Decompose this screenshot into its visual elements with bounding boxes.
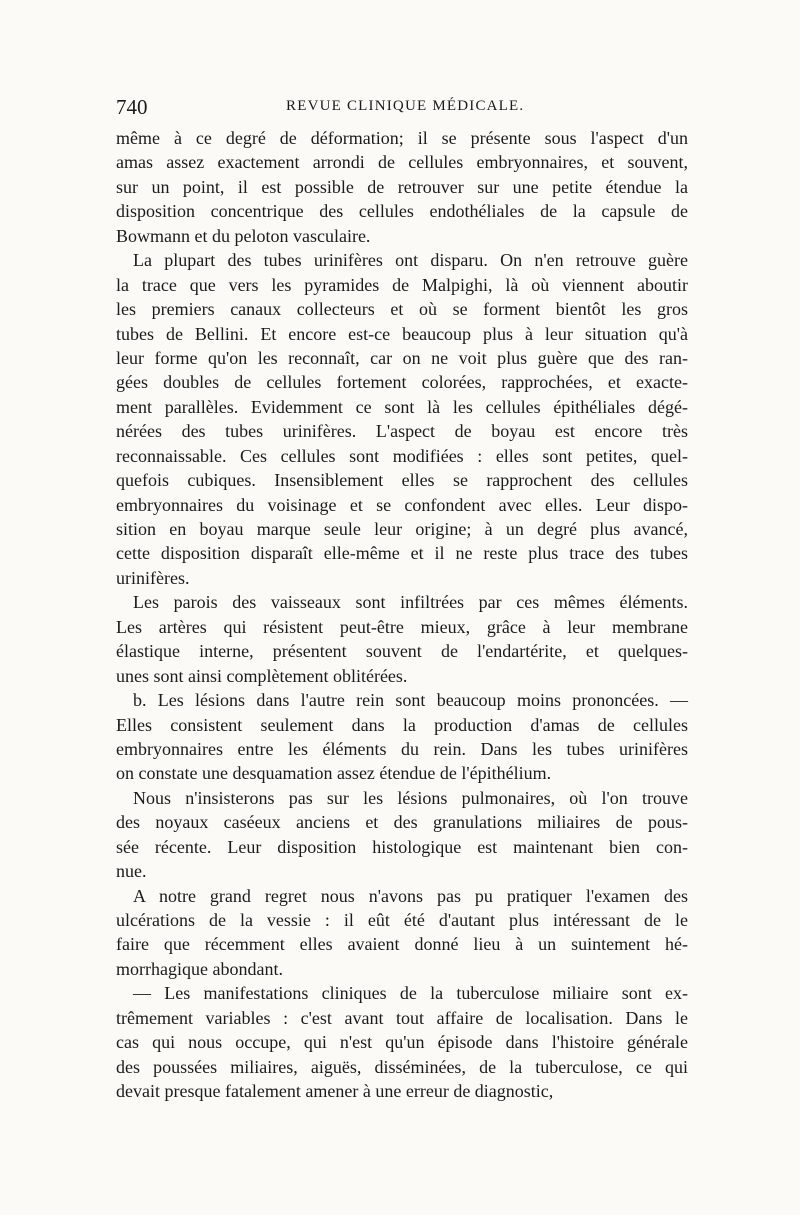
text-line: embryonnaires du voisinage et se confondent avec elles. Leur dispo- (116, 494, 688, 515)
text-line: devait presque fatalement amener à une erreur de diagnostic, (116, 1081, 554, 1102)
text-line: reconnaissable. Ces cellules sont modifiées : elles sont petites, quel- (116, 445, 688, 466)
paragraph (116, 688, 688, 786)
text-line: même à ce degré de déformation; il se présente sous l'aspect d'un (116, 128, 688, 148)
text-line: des poussées miliaires, aiguës, disséminées, de la tuberculose, ce qui (116, 1056, 688, 1077)
text-line: faire que récemment elles avaient donné lieu à un suintement hé- (116, 934, 688, 955)
paragraph (116, 884, 688, 982)
paragraph (116, 786, 688, 884)
text-line: tubes de Bellini. Et encore est-ce beaucoup plus à leur situation qu'à (116, 323, 688, 344)
text-line: on constate une desquamation assez étendue de l'épithélium. (116, 763, 552, 784)
text-line: la trace que vers les pyramides de Malpighi, là où viennent aboutir (116, 274, 688, 295)
text-line: élastique interne, présentent souvent de l'endartérite, et quelques- (116, 641, 688, 662)
text-line: Bowmann et du peloton vasculaire. (116, 225, 371, 246)
text-line: Les artères qui résistent peut-être mieux, grâce à leur membrane (116, 616, 688, 637)
paragraph (116, 126, 688, 248)
body-text (116, 126, 688, 1104)
text-line: leur forme qu'on les reconnaît, car on ne voit plus guère que des ran- (116, 347, 688, 368)
text-line: ment parallèles. Evidemment ce sont là les cellules épithéliales dégé- (116, 396, 688, 417)
paragraph (116, 981, 688, 1103)
text-line: trêmement variables : c'est avant tout affaire de localisation. Dans le (116, 1007, 688, 1028)
paragraph (116, 590, 688, 688)
text-line: amas assez exactement arrondi de cellules embryonnaires, et souvent, (116, 152, 688, 173)
running-title: REVUE CLINIQUE MÉDICALE. (286, 98, 525, 114)
text-line: quefois cubiques. Insensiblement elles se rapprochent des cellules (116, 470, 688, 491)
text-line: cette disposition disparaît elle-même et il ne reste plus trace des tubes (116, 543, 688, 564)
text-line: des noyaux caséeux anciens et des granulations miliaires de pous- (116, 812, 688, 833)
text-line: embryonnaires entre les éléments du rein. Dans les tubes urinifères (116, 738, 688, 759)
text-line: — Les manifestations cliniques de la tuberculose miliaire sont ex- (133, 983, 688, 1004)
paragraph (116, 248, 688, 590)
text-line: b. Les lésions dans l'autre rein sont beaucoup moins prononcées. — (133, 690, 688, 711)
text-line: nue. (116, 861, 147, 882)
text-line: nérées des tubes urinifères. L'aspect de boyau est encore très (116, 421, 688, 442)
text-line: sée récente. Leur disposition histologique est maintenant bien con- (116, 836, 688, 857)
text-line: unes sont ainsi complètement oblitérées. (116, 665, 408, 686)
page-header (116, 95, 688, 121)
text-line: Nous n'insisterons pas sur les lésions pulmonaires, où l'on trouve (133, 787, 688, 808)
text-line: urinifères. (116, 567, 190, 588)
text-line: gées doubles de cellules fortement colorées, rapprochées, et exacte- (116, 372, 688, 393)
page-number: 740 (116, 95, 148, 119)
text-line: Elles consistent seulement dans la production d'amas de cellules (116, 714, 688, 735)
text-line: A notre grand regret nous n'avons pas pu pratiquer l'examen des (133, 885, 688, 906)
text-line: Les parois des vaisseaux sont infiltrées par ces mêmes éléments. (133, 592, 688, 613)
text-line: cas qui nous occupe, qui n'est qu'un épisode dans l'histoire générale (116, 1032, 688, 1053)
text-line: morrhagique abondant. (116, 958, 283, 979)
text-line: les premiers canaux collecteurs et où se forment bientôt les gros (116, 299, 688, 320)
text-line: La plupart des tubes urinifères ont disparu. On n'en retrouve guère (133, 250, 688, 271)
text-line: sur un point, il est possible de retrouver sur une petite étendue la (116, 176, 688, 197)
text-line: disposition concentrique des cellules endothéliales de la capsule de (116, 201, 688, 222)
text-line: sition en boyau marque seule leur origine; à un degré plus avancé, (116, 519, 688, 539)
text-line: ulcérations de la vessie : il eût été d'autant plus intéressant de le (116, 910, 688, 930)
